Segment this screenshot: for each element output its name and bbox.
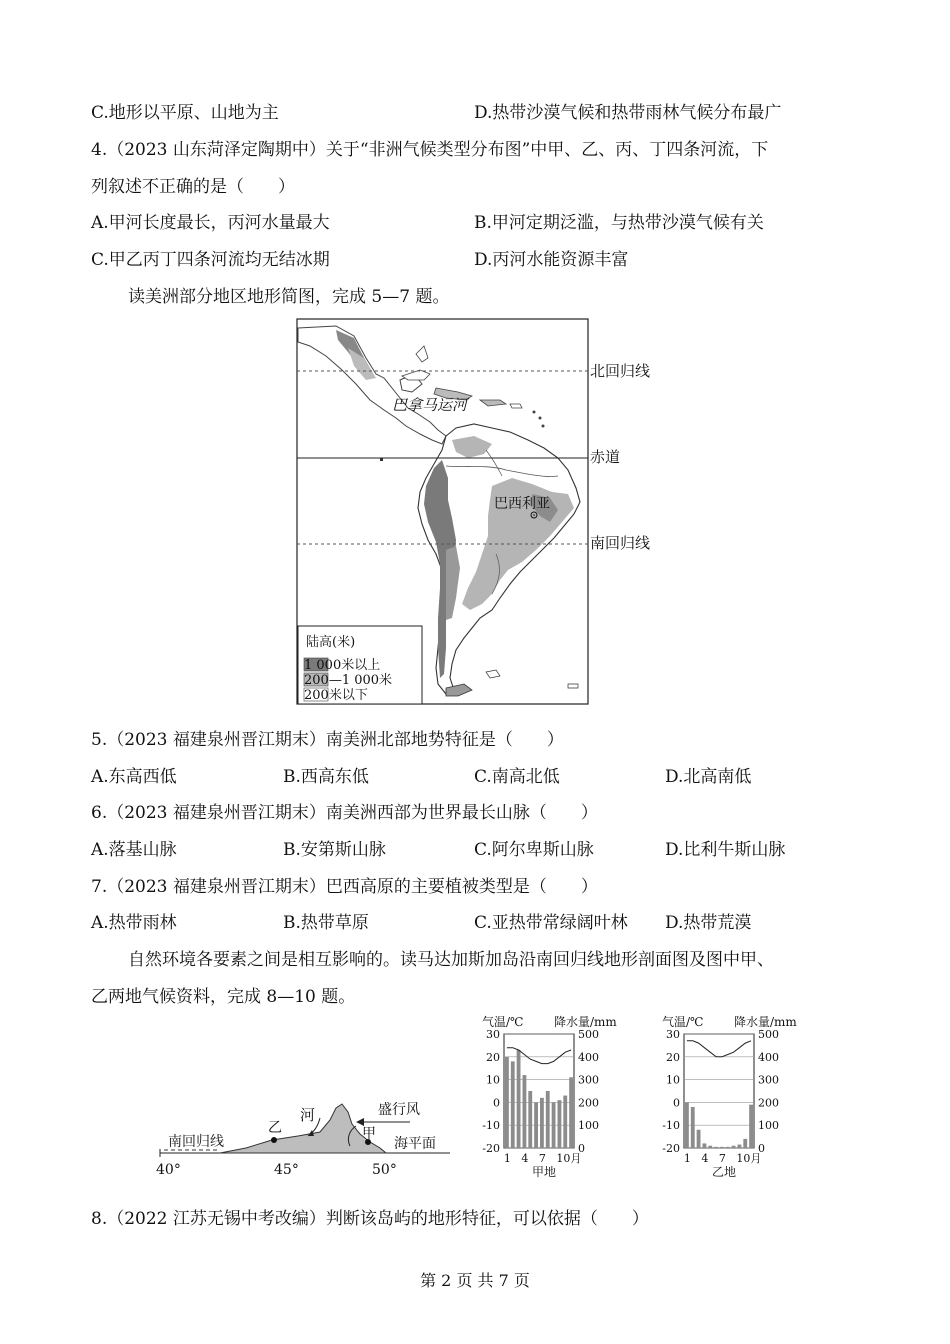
month-tick-label: 7	[718, 1152, 726, 1165]
lon-tick-45: 45°	[274, 1162, 299, 1178]
precip-tick-label: 100	[578, 1119, 599, 1133]
q6-option-c: C.阿尔卑斯山脉	[474, 840, 594, 860]
q3-option-d: D.热带沙漠气候和热带雨林气候分布最广	[474, 103, 782, 123]
tropic-north-label: 北回归线	[590, 362, 651, 380]
chart-jia-precip-label: 降水量/mm	[554, 1015, 617, 1029]
month-tick-label: 4	[521, 1152, 529, 1165]
lon-tick-40: 40°	[156, 1162, 181, 1178]
precip-tick-label: 200	[578, 1096, 599, 1110]
precip-bar	[708, 1146, 712, 1148]
profile-river-label: 河	[300, 1106, 316, 1124]
precip-tick-label: 300	[578, 1073, 599, 1087]
q6-option-d: D.比利牛斯山脉	[665, 840, 786, 860]
point-yi-marker	[271, 1137, 277, 1143]
precip-bar	[697, 1130, 701, 1148]
q6-option-b: B.安第斯山脉	[283, 840, 386, 860]
q4-stem-line2: 列叙述不正确的是（ ）	[91, 177, 295, 197]
precip-tick-label: 500	[578, 1028, 599, 1041]
precip-bar	[732, 1146, 736, 1148]
q7-option-d: D.热带荒漠	[665, 913, 752, 933]
q5-option-a: A.东高西低	[91, 767, 177, 787]
point-jia-label: 甲	[362, 1126, 376, 1142]
q7-option-a: A.热带雨林	[91, 913, 177, 933]
precip-tick-label: 500	[758, 1028, 779, 1041]
legend-item-mid: 200—1 000米	[304, 673, 393, 688]
q6-stem: 6.（2023 福建泉州晋江期末）南美洲西部为世界最长山脉（ ）	[91, 803, 598, 823]
temp-tick-label: 30	[666, 1028, 680, 1041]
temp-tick-label: 0	[673, 1096, 680, 1110]
climate-chart-yi	[654, 1014, 804, 1178]
precip-bar	[720, 1147, 724, 1148]
precip-bar	[505, 1057, 509, 1148]
intro-5-7: 读美洲部分地区地形简图，完成 5—7 题。	[128, 287, 450, 307]
q5-stem: 5.（2023 福建泉州晋江期末）南美洲北部地势特征是（ ）	[91, 730, 564, 750]
page-footer: 第 2 页 共 7 页	[420, 1271, 530, 1290]
panama-canal-label: 巴拿马运河	[392, 396, 468, 414]
legend-title: 陆高(米)	[306, 635, 356, 650]
precip-bar	[523, 1075, 527, 1148]
precip-bar	[569, 1077, 573, 1148]
precip-bar	[743, 1139, 747, 1148]
profile-sea-level-label: 海平面	[394, 1136, 436, 1152]
precip-bar	[749, 1105, 753, 1148]
chart-yi-place-label: 乙地	[712, 1165, 737, 1178]
precip-bar	[528, 1091, 532, 1148]
temp-tick-label: 10	[486, 1073, 500, 1087]
brasilia-label: 巴西利亚	[494, 496, 550, 512]
precip-bar	[691, 1107, 695, 1148]
legend-item-low: 200米以下	[304, 688, 368, 703]
month-tick-label: 7	[538, 1152, 546, 1165]
temp-tick-label: 30	[486, 1028, 500, 1041]
precip-bar	[563, 1096, 567, 1148]
q7-option-b: B.热带草原	[283, 913, 369, 933]
q5-option-b: B.西高东低	[283, 767, 369, 787]
temp-tick-label: -20	[482, 1142, 500, 1155]
precip-tick-label: 100	[758, 1119, 779, 1133]
temp-tick-label: 0	[493, 1096, 500, 1110]
temp-tick-label: 10	[666, 1073, 680, 1087]
precip-bar	[558, 1100, 562, 1148]
q5-option-c: C.南高北低	[474, 767, 560, 787]
lon-tick-50: 50°	[372, 1162, 397, 1178]
q5-option-d: D.北高南低	[665, 767, 752, 787]
profile-tropic-label: 南回归线	[168, 1134, 224, 1150]
q4-option-b: B.甲河定期泛滥，与热带沙漠气候有关	[474, 213, 764, 233]
chart-jia-place-label: 甲地	[532, 1165, 557, 1178]
month-tick-label: 1	[683, 1152, 691, 1165]
madagascar-profile-diagram	[150, 1090, 450, 1180]
intro-8-10-line2: 乙两地气候资料，完成 8—10 题。	[91, 987, 356, 1007]
precip-tick-label: 400	[758, 1050, 779, 1064]
precip-bar	[685, 1102, 689, 1148]
climate-chart-jia	[474, 1014, 624, 1178]
precip-bar	[540, 1098, 544, 1148]
point-yi-label: 乙	[268, 1120, 282, 1136]
q4-option-c: C.甲乙丙丁四条河流均无结冰期	[91, 250, 330, 270]
precip-tick-label: 200	[758, 1096, 779, 1110]
precip-bar	[546, 1091, 550, 1148]
intro-8-10-line1: 自然环境各要素之间是相互影响的。读马达加斯加岛沿南回归线地形剖面图及图中甲、	[128, 950, 774, 970]
month-tick-label: 4	[701, 1152, 709, 1165]
temp-tick-label: 20	[666, 1050, 680, 1064]
americas-terrain-map	[296, 318, 666, 706]
tropic-south-label: 南回归线	[590, 534, 651, 552]
precip-bar	[511, 1061, 515, 1148]
q4-stem-line1: 4.（2023 山东菏泽定陶期中）关于“非洲气候类型分布图”中甲、乙、丙、丁四条河流，下	[91, 140, 769, 160]
temp-tick-label: -10	[482, 1119, 500, 1133]
profile-wind-label: 盛行风	[378, 1102, 420, 1118]
chart-yi-temp-label: 气温/℃	[662, 1015, 704, 1029]
precip-bar	[738, 1145, 742, 1148]
month-tick-label: 10月	[736, 1152, 762, 1165]
temp-tick-label: 20	[486, 1050, 500, 1064]
q4-option-a: A.甲河长度最长，丙河水量最大	[91, 213, 330, 233]
chart-yi-precip-label: 降水量/mm	[734, 1015, 797, 1029]
precip-bar	[534, 1102, 538, 1148]
precip-tick-label: 400	[578, 1050, 599, 1064]
temp-tick-label: -20	[662, 1142, 680, 1155]
month-tick-label: 10月	[556, 1152, 582, 1165]
equator-label: 赤道	[590, 448, 621, 466]
q6-option-a: A.落基山脉	[91, 840, 177, 860]
precip-tick-label: 300	[758, 1073, 779, 1087]
precip-bar	[552, 1102, 556, 1148]
legend-item-high: 1 000米以上	[304, 658, 381, 673]
temp-tick-label: -10	[662, 1119, 680, 1133]
chart-jia-temp-label: 气温/℃	[482, 1015, 524, 1029]
q3-option-c: C.地形以平原、山地为主	[91, 103, 279, 123]
q8-stem: 8.（2022 江苏无锡中考改编）判断该岛屿的地形特征，可以依据（ ）	[91, 1209, 649, 1229]
precip-bar	[726, 1147, 730, 1148]
precip-bar	[703, 1143, 707, 1148]
q4-option-d: D.丙河水能资源丰富	[474, 250, 629, 270]
month-tick-label: 1	[503, 1152, 511, 1165]
precip-bar	[517, 1050, 521, 1148]
q7-stem: 7.（2023 福建泉州晋江期末）巴西高原的主要植被类型是（ ）	[91, 877, 598, 897]
precip-bar	[714, 1147, 718, 1148]
precip-tick-label: 0	[578, 1142, 585, 1155]
precip-tick-label: 0	[758, 1142, 765, 1155]
q7-option-c: C.亚热带常绿阔叶林	[474, 913, 628, 933]
